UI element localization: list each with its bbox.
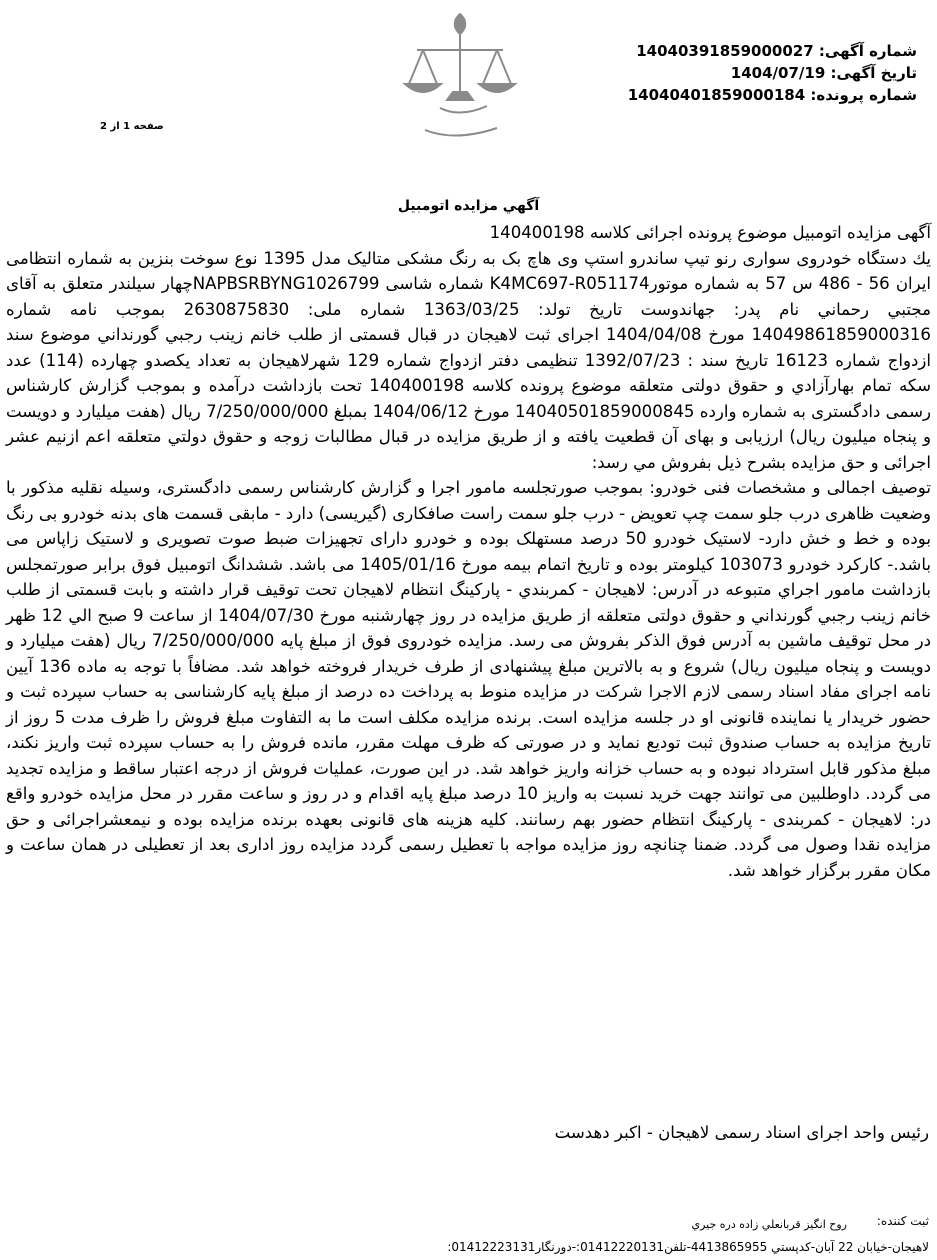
body-paragraph: آگهی مزایده اتومبیل موضوع پرونده اجرائی کلاسه 140400198 [489,223,931,242]
signature-line: رئیس واحد اجرای اسناد رسمی لاهیجان - اکبر دهدست [554,1123,929,1142]
page-indicator: صفحه 1 از 2 [100,121,164,132]
ad-number-row [587,40,917,62]
ad-number-label: شماره آگهی: [818,42,917,60]
registrar-name: روح انگيز قربانعلي زاده دره جيري [691,1218,847,1231]
document-body [6,220,931,883]
registrar-label: ثبت كننده: [876,1214,929,1228]
case-number-row [587,84,917,106]
case-number: 14040401859000184 [627,86,806,104]
document-title: آگهي مزايده اتومبيل [397,198,540,214]
judiciary-emblem-logo [395,8,525,158]
ad-date-row [587,62,917,84]
body-paragraph: یك دستگاه خودروی سواری رنو تیپ ساندرو استپ وی هاچ بک به رنگ مشکی متالیک مدل 1395 نوع سوخت بنزین به شماره انتظامی ایران 56 - 486 س 57 به شماره موتورK4MC697-R051174 شماره شاسی NAPBSRBYNG1026799چهار سیلندر متعلق به آقای مجتبي رحماني نام پدر: جهاندوست تاریخ تولد: 1363/03/25 شماره ملی: 2630875830 بموجب نامه شماره 14049861859000316 مورخ 1404/04/08 اجرای ثبت لاهیجان در قبال قسمتی از طلب خانم زینب رجبي گورنداني موضوع سند ازدواج شماره 16123 تاریخ سند : 1392/07/23 تنظیمی دفتر ازدواج شماره 129 شهرلاهیجان به تعداد یکصدو چهارده (114) عدد سکه تمام بهارآزادي و حقوق دولتی متعلقه موضوع پرونده کلاسه 140400198 تحت بازداشت درآمده و بموجب گزارش کارشناس رسمی دادگستری به شماره وارده 14040501859000845 مورخ 1404/06/12 بمبلغ 7/250/000/000 ریال (هفت میلیارد و دویست و پنجاه میلیون ریال) ارزیابی و بهای آن قطعیت یافته و از طریق مزایده در قبال مطالبات زوجه و حقوق دولتي متعلقه اعم ازنیم عشر اجرائی و حق مزایده بشرح ذیل بفروش مي رسد: [6,248,932,472]
ad-date-label: تاریخ آگهی: [830,64,917,82]
ad-number: 14040391859000027 [636,42,814,60]
scales-of-justice-icon [395,8,525,158]
office-address: لاهيجان-خيابان 22 آبان-كدپستي 4413865955-تلفن01412220131:-دورنگار01412223131: [447,1240,929,1254]
body-paragraph: توصیف اجمالی و مشخصات فنی خودرو: بموجب صورتجلسه مامور اجرا و گزارش کارشناس رسمی دادگستری، وسیله نقلیه مذکور با وضعیت ظاهری درب جلو سمت چپ تعویض - درب جلو سمت راست صافکاری (گیریسی) دارد - مابقی قسمت های بدنه خودرو بی رنگ بوده و خط و خش دارد- لاستیک خودرو 50 درصد مستهلک بوده و خودرو دارای تجهیزات ضبط صوت تصویری و لاستیک زاپاس می باشد.- کارکرد خودرو 103073 کیلومتر بوده و تاریخ اتمام بیمه مورخ 1405/01/16 می باشد. ششدانگ اتومبیل فوق برابر صورتمجلس بازداشت مامور اجراي متبوعه در آدرس: لاهیجان - کمربندي - پارکینگ انتظام لاهیجان تحت توقیف قرار داشته و بابت قسمتی از طلب خانم زینب رجبي گورنداني و حقوق دولتی متعلقه از طریق مزایده در روز چهارشنبه مورخ 1404/07/30 از ساعت 9 صبح الي 12 ظهر در محل توقیف ماشین به آدرس فوق الذکر بفروش می رسد. مزایده خودروی فوق از مبلغ پایه 7/250/000/000 ریال (هفت میلیارد و دویست و پنجاه میلیون ریال) شروع و به بالاترین مبلغ پیشنهادی از طرف خریدار فروخته خواهد شد. مضافاً با توجه به ماده 136 آیین نامه اجرای مفاد اسناد رسمی لازم الاجرا شرکت در مزایده منوط به پرداخت ده درصد از مبلغ پایه کارشناسی به حساب سپرده ثبت و حضور خریدار یا نماینده قانونی او در جلسه مزایده است. برنده مزایده مکلف است ما به التفاوت مبلغ فروش را ظرف مدت 5 روز از تاریخ مزایده به حساب صندوق ثبت تودیع نماید و در صورتی که ظرف مهلت مقرر، مانده فروش را به حساب سپرده ثبت واریز نکند، مبلغ مذکور قابل استرداد نبوده و به حساب خزانه واریز خواهد شد. در این صورت، عملیات فروش از درجه اعتبار ساقط و مزایده تجدید می گردد. داوطلبین می توانند جهت خرید نسبت به واریز 10 درصد مبلغ پایه اقدام و در روز و ساعت مقرر در محل مزایده خودرو واقع در: لاهیجان - کمربندی - پارکینگ انتظام حضور بهم رسانند. کلیه هزینه های قانونی بعهده برنده مزایده بوده و نیمعشراجرائی و حق مزایده نقدا وصول می گردد. ضمنا چنانچه روز مزایده مواجه با تعطیل رسمی گردد مزایده روز اداری بعد از تعطیلی در همان ساعت و مکان مقرر برگزار خواهد شد. [6,478,932,880]
ad-header-info [587,40,917,106]
ad-date: 1404/07/19 [730,64,826,82]
case-number-label: شماره پرونده: [810,86,917,104]
